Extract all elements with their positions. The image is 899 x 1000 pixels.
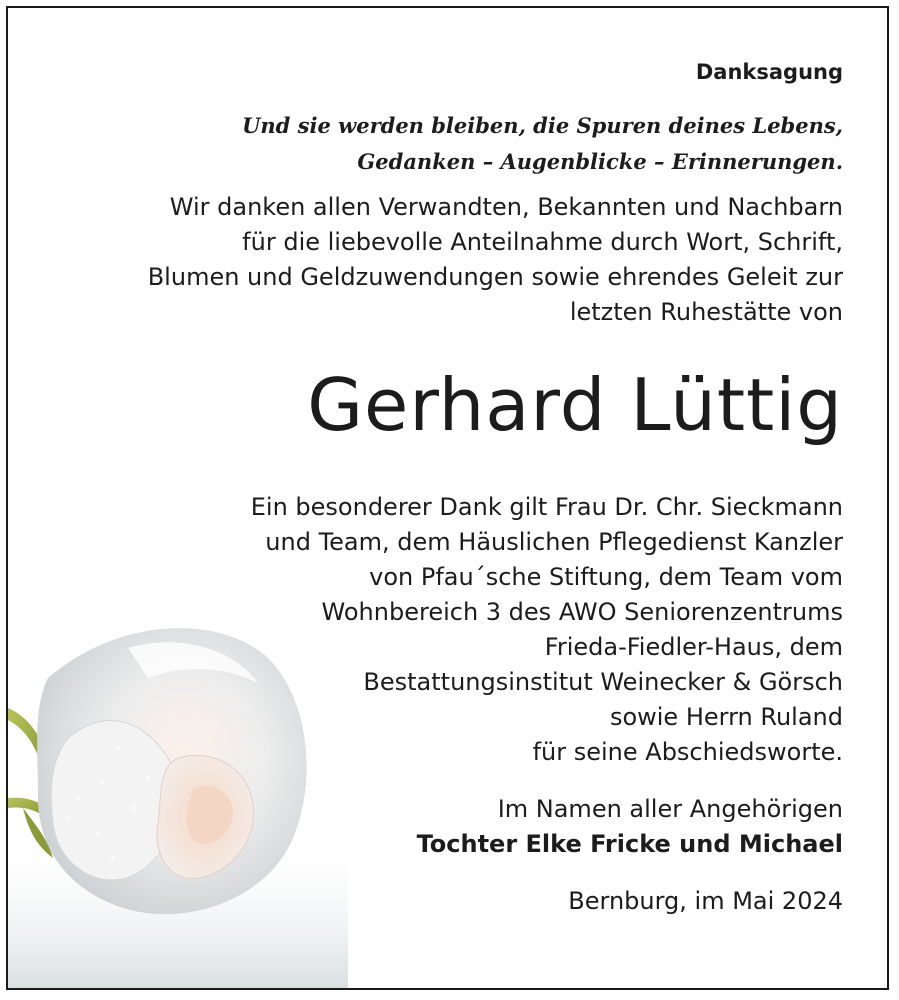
- intro-line: letzten Ruhestätte von: [569, 298, 843, 326]
- thanks-line: Wohnbereich 3 des AWO Seniorenzentrums: [321, 598, 843, 626]
- intro-line: Wir danken allen Verwandten, Bekannten und Nachbarn: [169, 193, 843, 221]
- thanks-line: für seine Abschiedsworte.: [532, 738, 843, 766]
- closing-block: [23, 792, 843, 862]
- thanks-line: Bestattungsinstitut Weinecker & Görsch: [363, 668, 843, 696]
- motto-line: Und sie werden bleiben, die Spuren deines Lebens,: [242, 113, 843, 138]
- notice-text: [23, 58, 843, 919]
- signatories: Tochter Elke Fricke und Michael: [416, 830, 843, 858]
- obituary-notice: [6, 6, 889, 990]
- motto: [23, 108, 843, 180]
- deceased-name: Gerhard Lüttig: [307, 363, 843, 447]
- thanks-line: von Pfau´sche Stiftung, dem Team vom: [369, 563, 843, 591]
- notice-heading: Danksagung: [695, 60, 843, 84]
- thanks-line: Ein besonderer Dank gilt Frau Dr. Chr. Sieckmann: [250, 493, 843, 521]
- special-thanks-paragraph: [23, 490, 843, 770]
- place-date: Bernburg, im Mai 2024: [568, 887, 843, 915]
- thanks-line: und Team, dem Häuslichen Pflegedienst Kanzler: [265, 528, 843, 556]
- thanks-line: sowie Herrn Ruland: [609, 703, 843, 731]
- intro-paragraph: [23, 190, 843, 330]
- intro-line: Blumen und Geldzuwendungen sowie ehrendes Geleit zur: [147, 263, 843, 291]
- on-behalf-line: Im Namen aller Angehörigen: [497, 795, 843, 823]
- thanks-line: Frieda-Fiedler-Haus, dem: [544, 633, 843, 661]
- motto-line: Gedanken – Augenblicke – Erinnerungen.: [357, 149, 843, 174]
- intro-line: für die liebevolle Anteilnahme durch Wort, Schrift,: [242, 228, 843, 256]
